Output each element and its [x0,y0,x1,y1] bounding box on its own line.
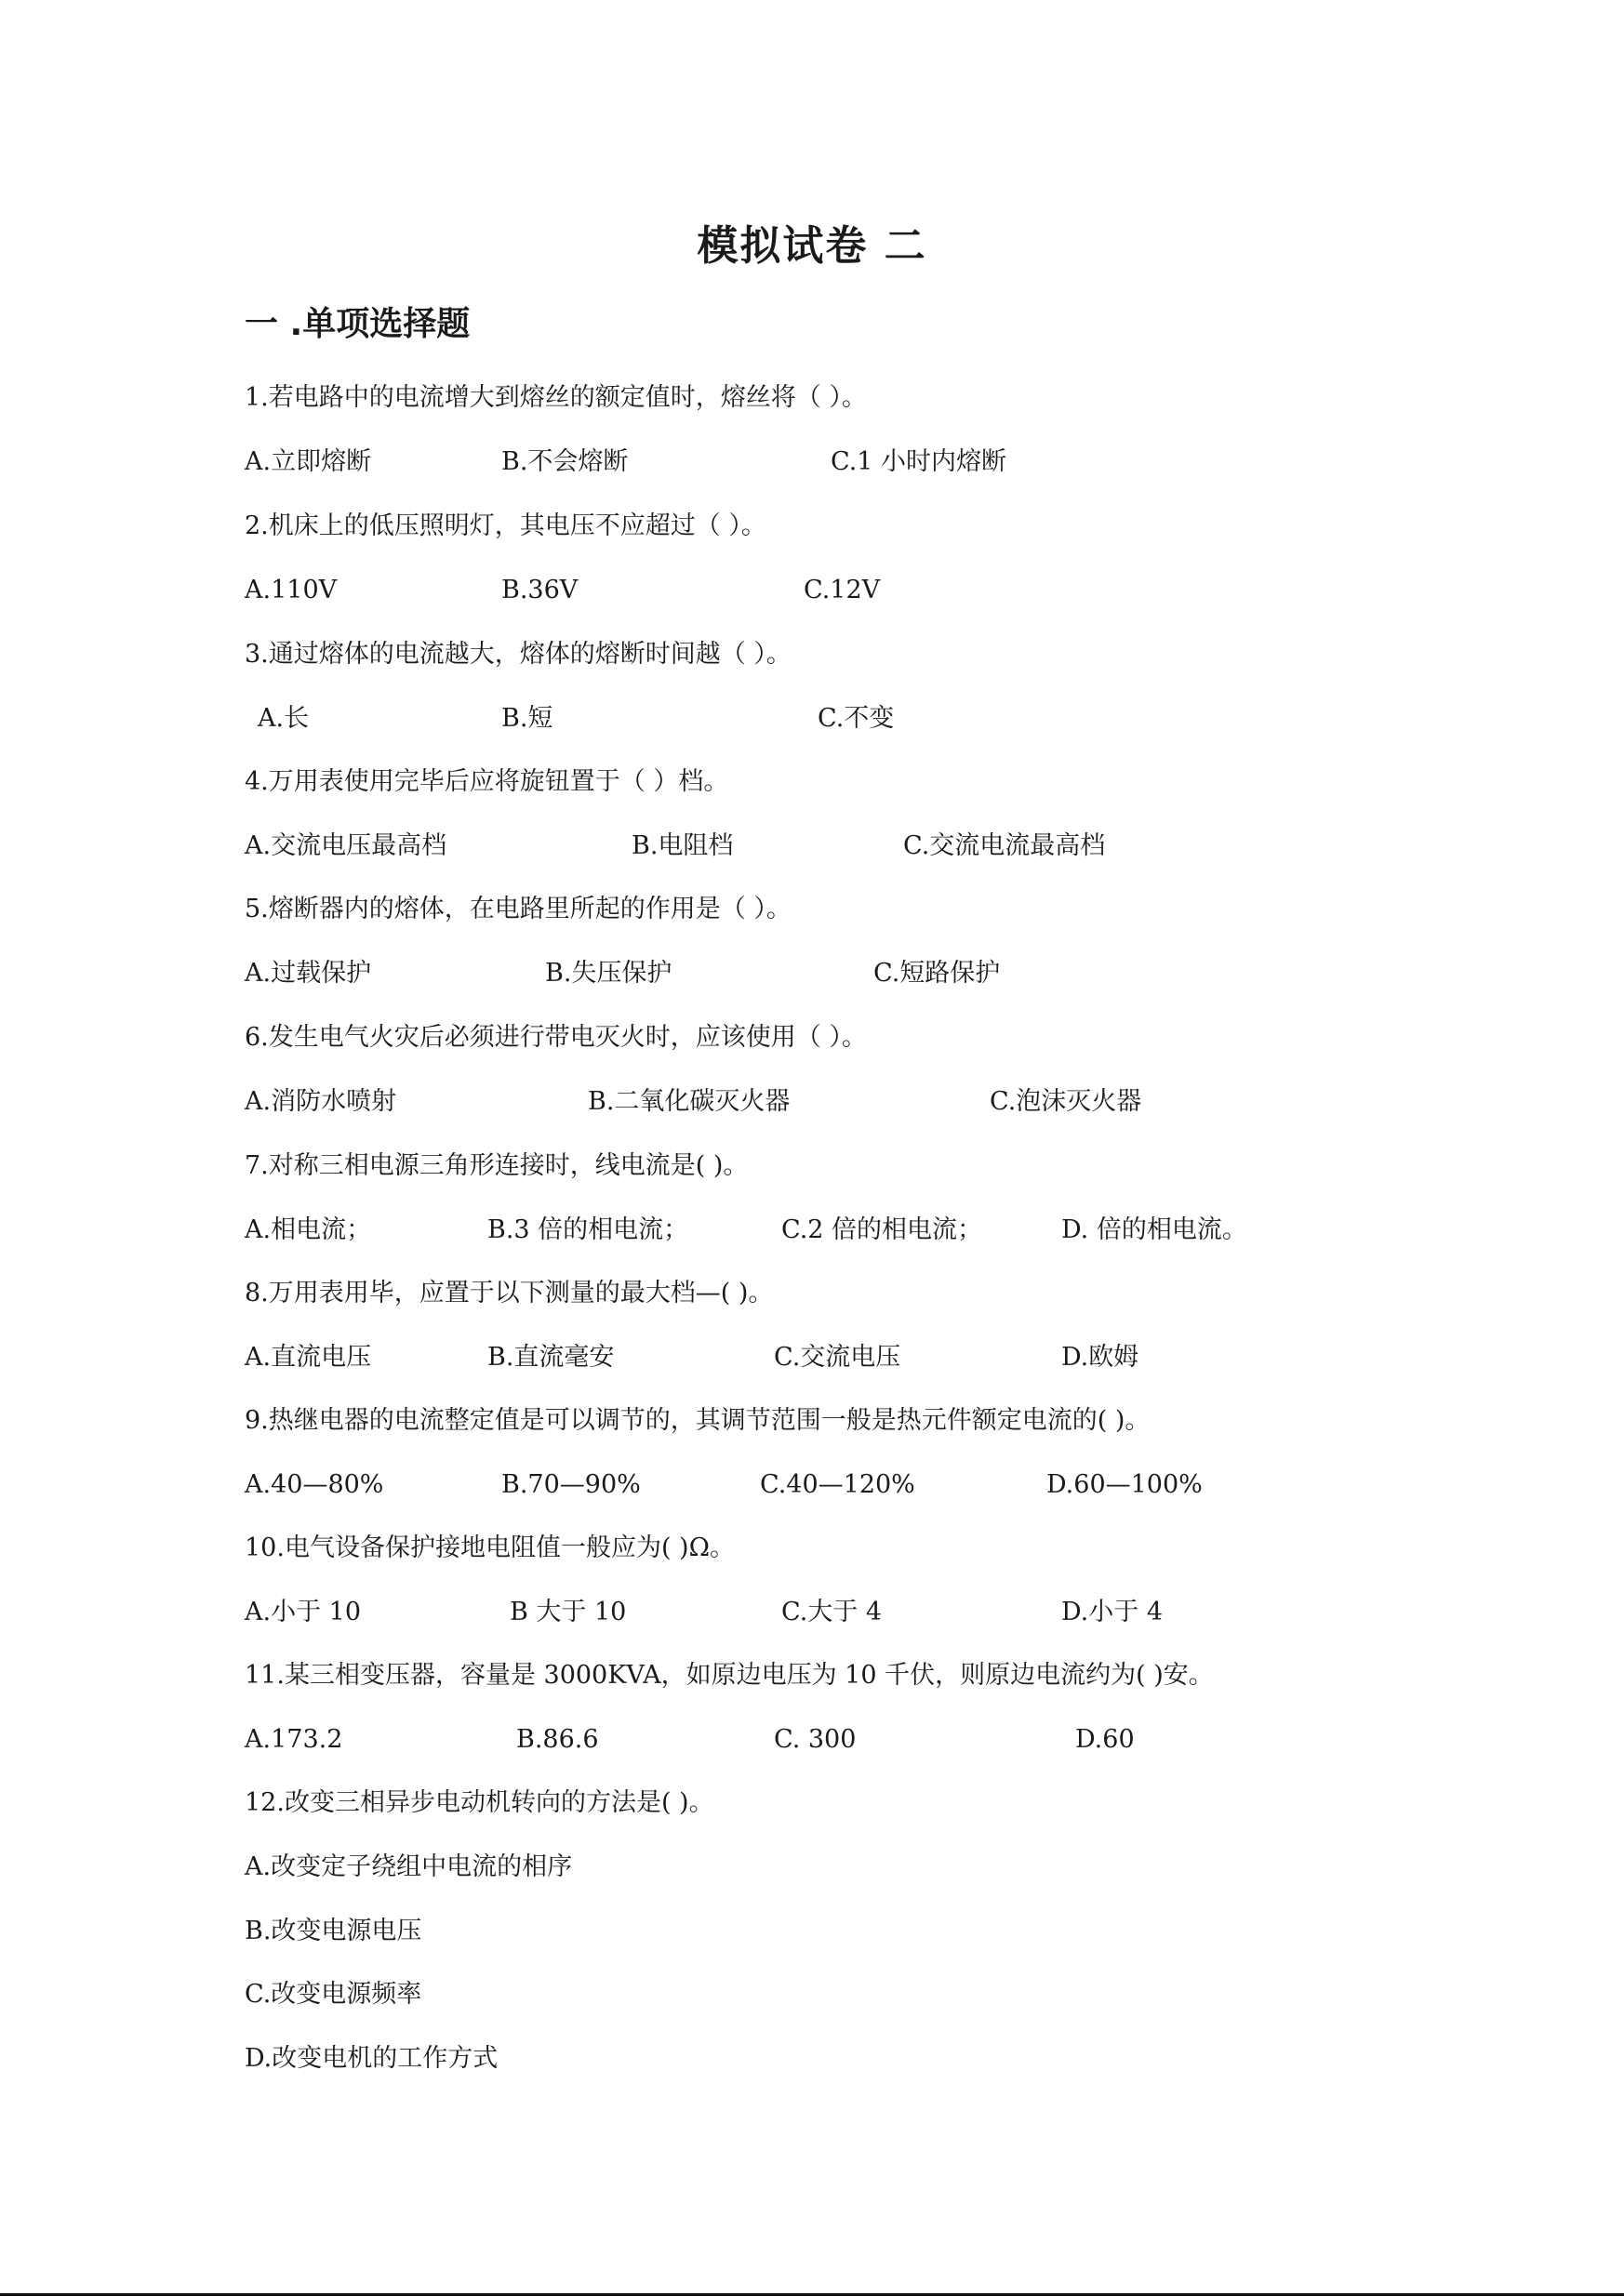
q12-option-c: C.改变电源频率 [245,1980,422,2009]
q10-option-d: D.小于 4 [1061,1598,1164,1626]
q11-option-c: C. 300 [774,1725,857,1754]
q9-option-c: C.40—120% [760,1470,915,1499]
page-title: 模拟试卷 二 [697,222,927,270]
q4-option-b: B.电阻档 [632,831,734,860]
q1-option-b: B.不会熔断 [501,447,629,476]
q6-option-b: B.二氧化碳灭火器 [588,1087,791,1116]
q3-option-c: C.不变 [818,704,895,733]
q3-option-a: A.长 [258,704,310,733]
q12-option-a: A.改变定子绕组中电流的相序 [245,1852,573,1881]
q7-option-b: B.3 倍的相电流； [487,1215,689,1244]
q12-option-b: B.改变电源电压 [245,1917,422,1945]
q8-option-b: B.直流毫安 [487,1343,615,1372]
q5-option-a: A.过载保护 [245,959,372,988]
q4-option-c: C.交流电流最高档 [903,831,1106,860]
question-3: 3.通过熔体的电流越大，熔体的熔断时间越（ ）。 [245,640,792,669]
q2-option-b: B.36V [501,576,579,604]
q11-option-a: A.173.2 [245,1725,343,1754]
q2-option-c: C.12V [804,576,881,604]
q10-option-c: C.大于 4 [781,1598,883,1626]
q8-option-a: A.直流电压 [245,1343,372,1372]
q6-option-a: A.消防水喷射 [245,1087,397,1116]
question-5: 5.熔断器内的熔体，在电路里所起的作用是（ ）。 [245,895,792,923]
q11-option-b: B.86.6 [516,1725,599,1754]
q3-option-b: B.短 [501,704,553,733]
q1-option-c: C.1 小时内熔断 [831,447,1007,476]
q8-option-c: C.交流电压 [774,1343,901,1372]
q5-option-b: B.失压保护 [545,959,672,988]
section-heading: 一 .单项选择题 [245,305,471,343]
q9-option-a: A.40—80% [245,1470,384,1499]
q9-option-d: D.60—100% [1046,1470,1203,1499]
q1-option-a: A.立即熔断 [245,447,372,476]
question-4: 4.万用表使用完毕后应将旋钮置于（ ）档。 [245,767,729,796]
question-2: 2.机床上的低压照明灯，其电压不应超过（ ）。 [245,511,766,540]
q5-option-c: C.短路保护 [873,959,1001,988]
q8-option-d: D.欧姆 [1061,1343,1139,1372]
q2-option-a: A.110V [245,576,338,604]
q7-option-a: A.相电流； [245,1215,372,1244]
question-6: 6.发生电气火灾后必须进行带电灭火时，应该使用（ ）。 [245,1023,867,1052]
q7-option-d: D. 倍的相电流。 [1061,1215,1247,1244]
question-12: 12.改变三相异步电动机转向的方法是( )。 [245,1788,714,1817]
q7-option-c: C.2 倍的相电流； [781,1215,983,1244]
q4-option-a: A.交流电压最高档 [245,831,447,860]
question-9: 9.热继电器的电流整定值是可以调节的，其调节范围一般是热元件额定电流的( )。 [245,1406,1151,1435]
question-11: 11.某三相变压器，容量是 3000KVA，如原边电压为 10 千伏，则原边电流约为( )安。 [245,1661,1214,1690]
q10-option-a: A.小于 10 [245,1598,362,1626]
question-1: 1.若电路中的电流增大到熔丝的额定值时，熔丝将（ ）。 [245,383,867,412]
q12-option-d: D.改变电机的工作方式 [245,2044,499,2073]
q6-option-c: C.泡沫灭火器 [990,1087,1142,1116]
q10-option-b: B 大于 10 [510,1598,627,1626]
question-8: 8.万用表用毕，应置于以下测量的最大档—( )。 [245,1279,774,1307]
q9-option-b: B.70—90% [501,1470,641,1499]
question-10: 10.电气设备保护接地电阻值一般应为( )Ω。 [245,1533,735,1562]
q11-option-d: D.60 [1075,1725,1135,1754]
question-7: 7.对称三相电源三角形连接时，线电流是( )。 [245,1151,749,1180]
